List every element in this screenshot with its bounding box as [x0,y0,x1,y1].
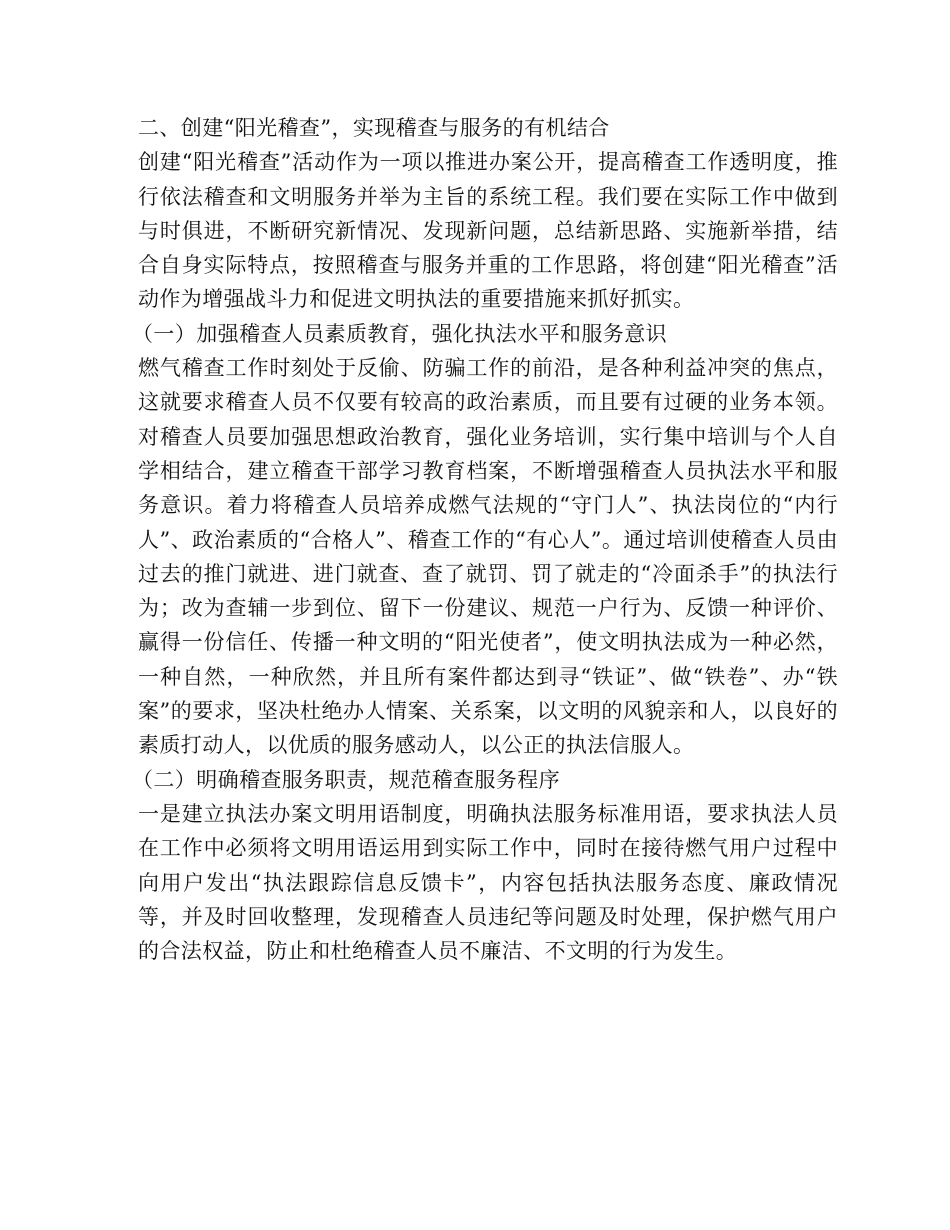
subsection-heading-1: （一）加强稽查人员素质教育，强化执法水平和服务意识 [132,321,667,346]
paragraph-intro: 创建“阳光稽查”活动作为一项以推进办案公开，提高稽查工作透明度，推行依法稽查和文明服务并举为主旨的系统工程。我们要在实际工作中做到与时俱进，不断研究新情况、发现新问题，总结新思路、实施新举措，结合自身实际特点，按照稽查与服务并重的工作思路，将创建“阳光稽查”活动作为增强战斗力和促进文明执法的重要措施来抓好抓实。 [138,150,838,312]
subsection-heading-2: （二）明确稽查服务职责，规范稽查服务程序 [132,767,560,792]
section-heading: 二、创建“阳光稽查”，实现稽查与服务的有机结合 [138,116,610,140]
paragraph-education: 燃气稽查工作时刻处于反偷、防骗工作的前沿，是各种利益冲突的焦点，这就要求稽查人员不仅要有较高的政治素质，而且要有过硬的业务本领。对稽查人员要加强思想政治教育，强化业务培训，实行集中培训与个人自学相结合，建立稽查干部学习教育档案，不断增强稽查人员执法水平和服务意识。着力将稽查人员培养成燃气法规的“守门人”、执法岗位的“内行人”、政治素质的“合格人”、稽查工作的“有心人”。通过培训使稽查人员由过去的推门就进、进门就查、查了就罚、罚了就走的“冷面杀手”的执法行为；改为查辅一步到位、留下一份建议、规范一户行为、反馈一种评价、赢得一份信任、传播一种文明的“阳光使者”，使文明执法成为一种必然，一种自然，一种欣然，并且所有案件都达到寻“铁证”、做“铁卷”、办“铁案”的要求，坚决杜绝办人情案、关系案，以文明的风貌亲和人，以良好的素质打动人，以优质的服务感动人，以公正的执法信服人。 [138,356,838,758]
document-body [132,111,838,968]
paragraph-procedure: 一是建立执法办案文明用语制度，明确执法服务标准用语，要求执法人员在工作中必须将文明用语运用到实际工作中，同时在接待燃气用户过程中向用户发出“执法跟踪信息反馈卡”，内容包括执法服务态度、廉政情况等，并及时回收整理，发现稽查人员违纪等问题及时处理，保护燃气用户的合法权益，防止和杜绝稽查人员不廉洁、不文明的行为发生。 [138,801,838,964]
